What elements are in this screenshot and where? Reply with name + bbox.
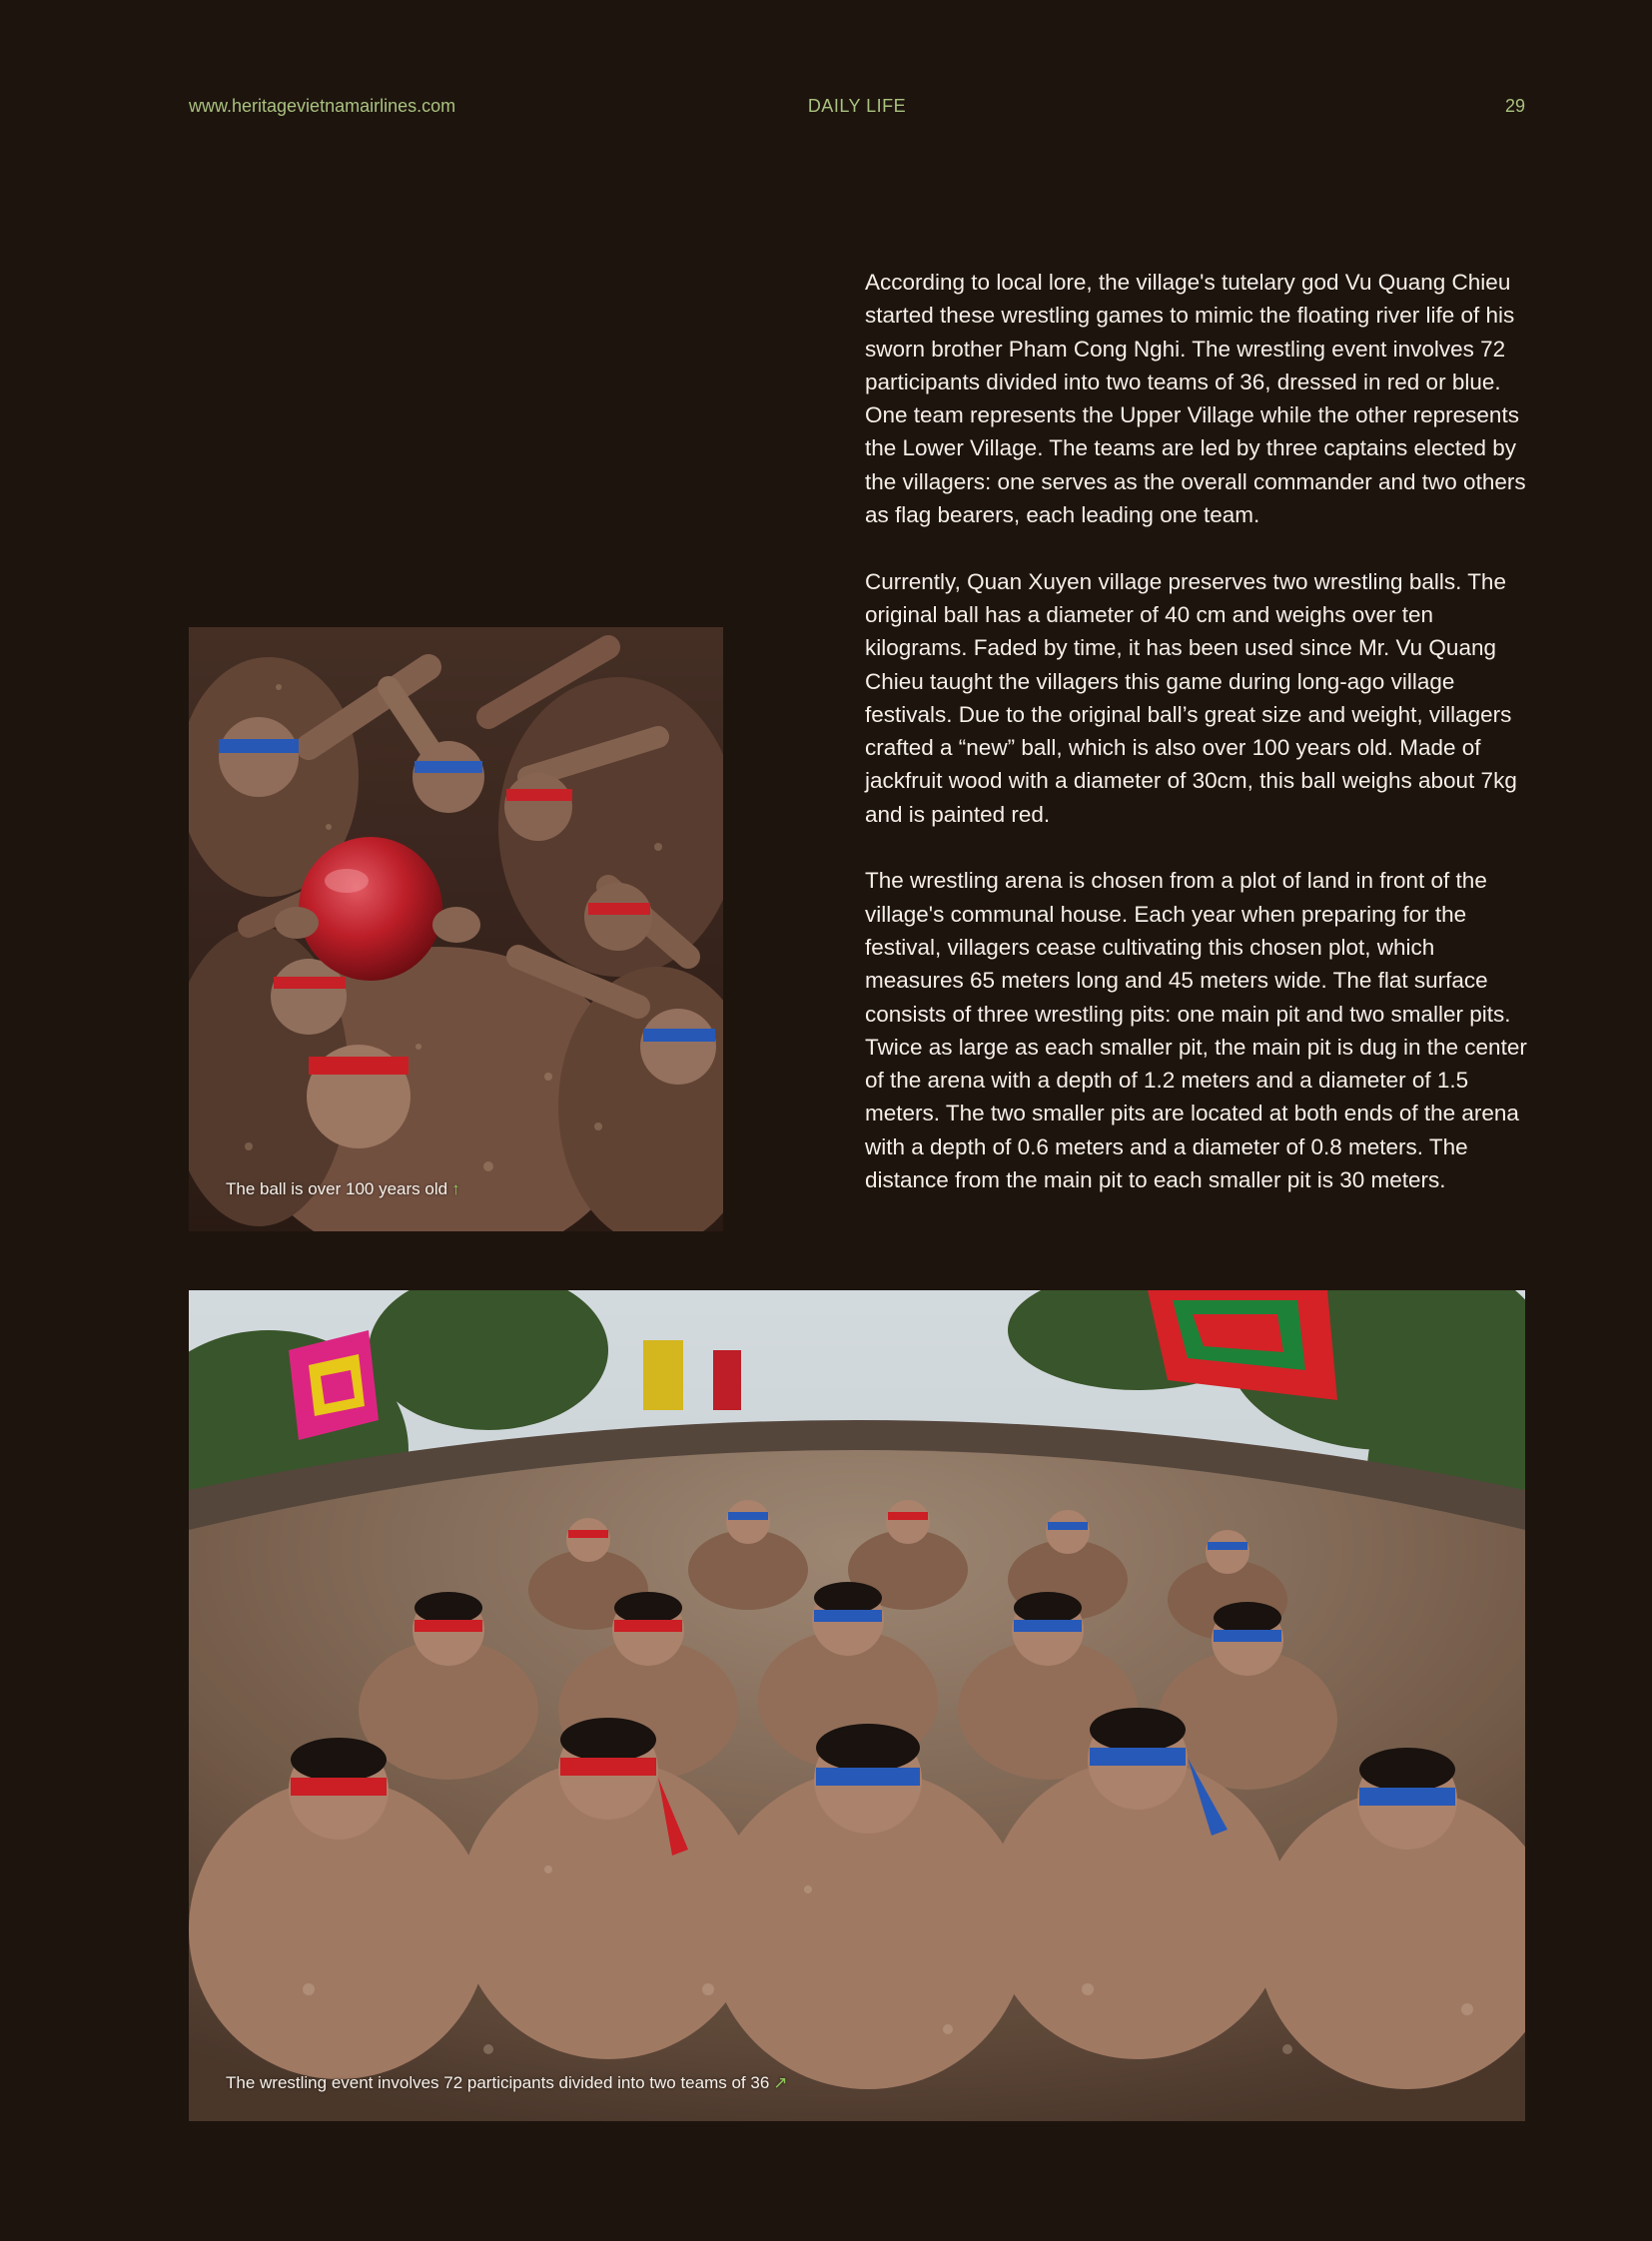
- photo-wrestling-arena-image: [189, 1290, 1525, 2121]
- arrow-up-icon: ↑: [451, 1179, 460, 1198]
- photo-caption-ball-text: The ball is over 100 years old: [226, 1179, 448, 1198]
- photo-caption-arena: [226, 2073, 788, 2093]
- photo-wrestlers-with-ball-image: [189, 627, 723, 1231]
- photo-caption-ball: [226, 1179, 460, 1199]
- article-paragraph-2: Currently, Quan Xuyen village preserves two wrestling balls. The original ball has a diameter of 40 cm and weighs over ten kilograms. Faded by time, it has been used since Mr. Vu Quang Chieu taught the villagers this game during long-ago village festivals. Due to the original ball’s great size and weight, villagers crafted a “new” ball, which is also over 100 years old. Made of jackfruit wood with a diameter of 30cm, this ball weighs about 7kg and is painted red.: [865, 568, 1517, 827]
- page-header: [189, 96, 1525, 120]
- article-body: [865, 266, 1536, 1230]
- photo-wrestling-arena: [189, 1290, 1525, 2121]
- article-paragraph-3: The wrestling arena is chosen from a plot of land in front of the village's communal house. Each year when preparing for the festival, villagers cease cultivating this chosen plot, which measures 65 meters long and 45 meters wide. The flat surface consists of three wrestling pits: one main pit and two smaller pits. Twice as large as each smaller pit, the main pit is dug in the center of the arena with a depth of 1.2 meters and a diameter of 1.5 meters. The two smaller pits are located at both ends of the arena with a depth of 0.6 meters and a diameter of 0.8 meters. The distance from the main pit to each smaller pit is 30 meters.: [865, 868, 1527, 1193]
- header-website-url[interactable]: www.heritagevietnamairlines.com: [189, 96, 456, 116]
- arrow-up-right-icon: ↗: [773, 2073, 788, 2092]
- article-paragraph-1: According to local lore, the village's tutelary god Vu Quang Chieu started these wrestling games to mimic the floating river life of his sworn brother Pham Cong Nghi. The wrestling event involves 72 participants divided into two teams of 36, dressed in red or blue. One team represents the Upper Village while the other represents the Lower Village. The teams are led by three captains elected by the villagers: one serves as the overall commander and two others as flag bearers, each leading one team.: [865, 270, 1526, 528]
- photo-caption-arena-text: The wrestling event involves 72 participants divided into two teams of 36: [226, 2073, 770, 2092]
- header-section-title: DAILY LIFE: [807, 96, 907, 116]
- photo-wrestlers-with-ball: [189, 627, 723, 1231]
- page-number: 29: [1504, 96, 1525, 116]
